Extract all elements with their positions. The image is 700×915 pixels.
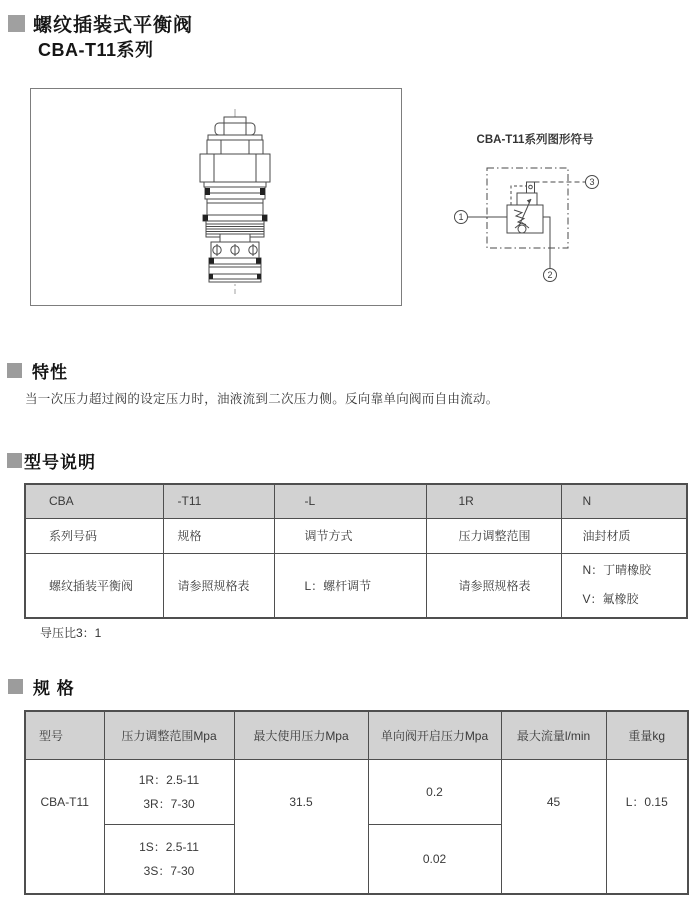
table-cell bbox=[561, 553, 687, 618]
page-subtitle: CBA-T11系列 bbox=[38, 40, 154, 60]
table-cell: 油封材质 bbox=[561, 518, 687, 553]
valve-drawing-box bbox=[30, 88, 402, 306]
table-cell: L：螺杆调节 bbox=[274, 553, 426, 618]
table-cell: CBA bbox=[25, 484, 163, 518]
table-header-cell: 型号 bbox=[25, 711, 104, 759]
page-title-row bbox=[8, 10, 193, 37]
model-code-heading: 型号说明 bbox=[24, 453, 96, 472]
features-text: 当一次压力超过阀的设定压力时，油液流到二次压力侧。反向靠单向阀而自由流动。 bbox=[25, 392, 499, 406]
pressure-range-cell bbox=[104, 759, 234, 824]
table-cell: 1R bbox=[426, 484, 561, 518]
pressure-range-cell bbox=[104, 824, 234, 894]
section-marker bbox=[7, 363, 22, 378]
model-code-header-row bbox=[25, 484, 687, 518]
table-header-cell: 单向阀开启压力Mpa bbox=[368, 711, 501, 759]
model-code-label-row bbox=[25, 518, 687, 553]
pilot-ratio-note: 导压比3：1 bbox=[40, 626, 102, 640]
table-cell: -T11 bbox=[163, 484, 274, 518]
symbol-label: CBA-T11系列图形符号 bbox=[476, 134, 594, 146]
features-heading-row bbox=[7, 358, 68, 383]
valve-drawing bbox=[31, 89, 400, 304]
model-code-value-row bbox=[25, 553, 687, 618]
table-cell: 规格 bbox=[163, 518, 274, 553]
specs-row-1 bbox=[25, 759, 688, 824]
max-pressure-cell: 31.5 bbox=[234, 759, 368, 894]
model-code-table bbox=[24, 483, 688, 619]
weight-cell: L：0.15 bbox=[606, 759, 688, 894]
table-cell: -L bbox=[274, 484, 426, 518]
section-marker bbox=[8, 15, 25, 32]
table-header-cell: 重量kg bbox=[606, 711, 688, 759]
specs-heading: 规 格 bbox=[33, 679, 75, 698]
table-cell: 压力调整范围 bbox=[426, 518, 561, 553]
table-cell: 螺纹插装平衡阀 bbox=[25, 553, 163, 618]
table-header-cell: 压力调整范围Mpa bbox=[104, 711, 234, 759]
page-title: 螺纹插装式平衡阀 bbox=[33, 15, 194, 36]
specs-heading-row bbox=[8, 674, 75, 699]
specs-header-row bbox=[25, 711, 688, 759]
table-header-cell: 最大流量l/min bbox=[501, 711, 606, 759]
table-cell: 系列号码 bbox=[25, 518, 163, 553]
check-open-pressure-cell: 0.2 bbox=[368, 759, 501, 824]
table-cell: N bbox=[561, 484, 687, 518]
table-cell: 请参照规格表 bbox=[163, 553, 274, 618]
section-marker bbox=[7, 453, 22, 468]
port-label-2: 2 bbox=[547, 270, 553, 281]
seal-option: N：丁晴橡胶 bbox=[582, 563, 652, 578]
table-header-cell: 最大使用压力Mpa bbox=[234, 711, 368, 759]
model-code-heading-row bbox=[7, 448, 96, 473]
model-cell: CBA-T11 bbox=[25, 759, 104, 894]
pressure-range-line: 1S：2.5-11 bbox=[139, 839, 199, 854]
pressure-range-line: 1R：2.5-11 bbox=[138, 772, 200, 787]
seal-option: V：氟橡胶 bbox=[582, 592, 639, 607]
hydraulic-symbol-diagram bbox=[430, 150, 640, 295]
specs-table bbox=[24, 710, 689, 895]
features-heading: 特性 bbox=[32, 363, 68, 382]
max-flow-cell: 45 bbox=[501, 759, 606, 894]
port-label-3: 3 bbox=[589, 177, 595, 188]
table-cell: 调节方式 bbox=[274, 518, 426, 553]
port-label-1: 1 bbox=[458, 212, 464, 223]
section-marker bbox=[8, 679, 23, 694]
table-cell: 请参照规格表 bbox=[426, 553, 561, 618]
check-open-pressure-cell: 0.02 bbox=[368, 824, 501, 894]
pressure-range-line: 3R：7-30 bbox=[143, 796, 195, 811]
pressure-range-line: 3S：7-30 bbox=[143, 863, 195, 878]
